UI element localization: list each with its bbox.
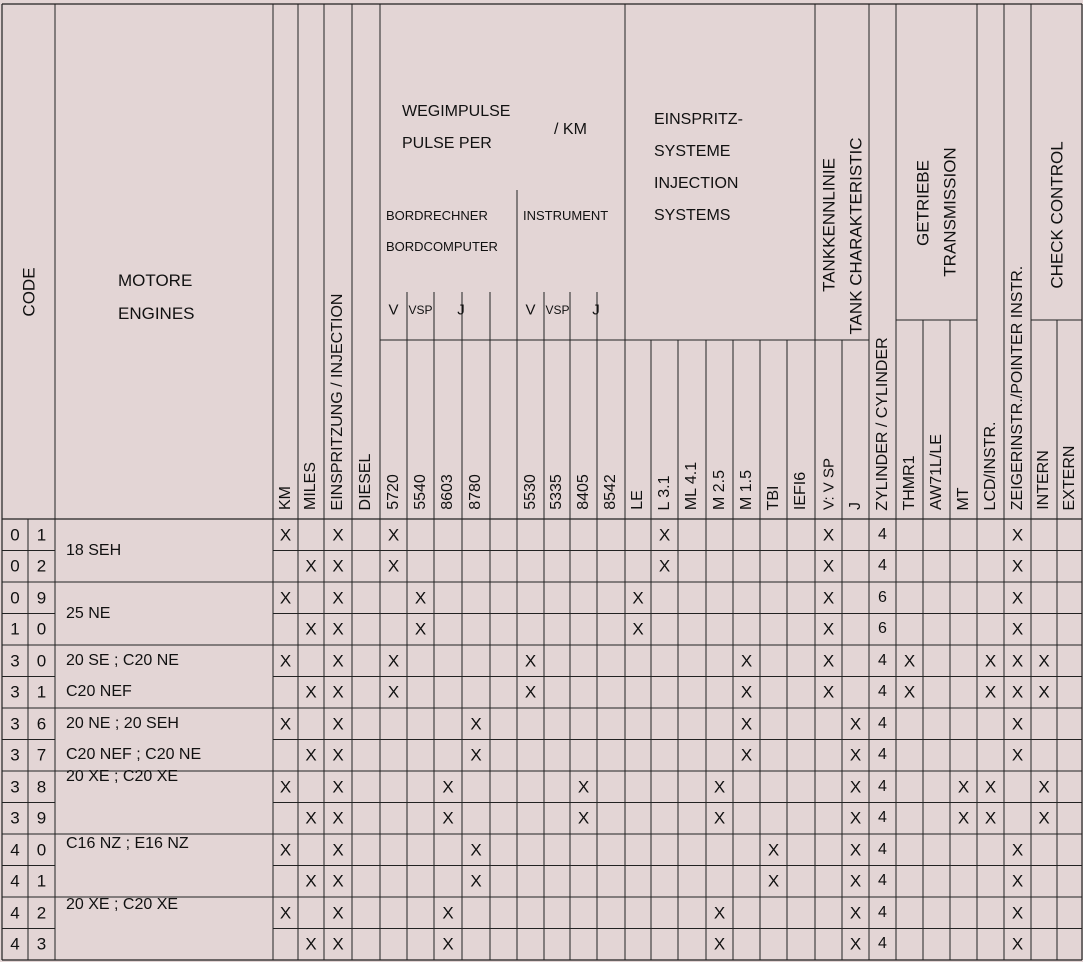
check-mark-b5720: X [387, 525, 400, 545]
lcd-instr-header: LCD/INSTR. [981, 421, 999, 510]
code-digit-2: 2 [36, 556, 47, 576]
inj-system-label: ML 4.1 [683, 461, 700, 511]
code-digit-1: 4 [10, 934, 20, 954]
check-mark-b8780: X [470, 745, 482, 765]
code-digit-1: 1 [10, 619, 20, 639]
code-digit-2: 8 [36, 777, 47, 797]
code-digit-2: 1 [36, 682, 47, 702]
check-mark-zeiger: X [1011, 871, 1024, 891]
check-mark-km: X [279, 525, 292, 545]
check-mark-le: X [632, 619, 644, 639]
check-mark-zeiger: X [1011, 619, 1024, 639]
check-mark-zeiger: X [1011, 840, 1024, 860]
bord-number-label: 5720 [384, 474, 402, 510]
code-digit-2: 9 [36, 588, 47, 608]
cylinder-count: 6 [878, 588, 887, 606]
motore-header: MOTORE [118, 271, 193, 290]
miles-header: MILES [302, 461, 319, 511]
getriebe-header: GETRIEBE [913, 160, 933, 246]
check-mark-lcd: X [984, 682, 997, 702]
bord-number-label: 8603 [439, 474, 456, 510]
code-header: CODE [19, 267, 38, 317]
check-mark-b5720: X [387, 651, 400, 671]
check-mark-miles: X [305, 556, 317, 576]
check-mark-b8780: X [470, 714, 482, 734]
check-mark-m15: X [740, 714, 753, 734]
bordcomputer-header: BORDCOMPUTER [386, 239, 498, 254]
check-mark-b8603: X [442, 808, 454, 828]
check-mark-l31: X [658, 556, 671, 576]
check-mark-tj: X [849, 903, 862, 923]
inj-system-label: LE [629, 490, 646, 510]
engine-name: 20 NE ; 20 SEH [66, 714, 179, 732]
sub-v-label: V [388, 301, 399, 319]
check-mark-zeiger: X [1011, 556, 1024, 576]
code-digit-1: 4 [10, 903, 20, 923]
check-mark-inj: X [332, 651, 344, 671]
code-digit-1: 0 [10, 588, 20, 608]
tank-v-label: V: V SP [820, 458, 837, 510]
check-mark-zeiger: X [1011, 651, 1024, 671]
bord-number-label: 5540 [411, 474, 429, 510]
check-mark-km: X [279, 714, 292, 734]
bordrechner-header: BORDRECHNER [386, 208, 488, 223]
cylinder-count: 4 [878, 903, 887, 921]
code-digit-1: 3 [10, 682, 20, 702]
check-mark-km: X [279, 903, 292, 923]
check-mark-inj: X [332, 745, 344, 765]
engine-name: 18 SEH [66, 541, 122, 559]
instrument-header: INSTRUMENT [523, 208, 609, 223]
check-mark-i5530: X [524, 651, 537, 671]
check-mark-tj: X [849, 808, 862, 828]
engine-name: C20 NEF ; C20 NE [66, 746, 202, 764]
tankkennlinie-header: TANKKENNLINIE [819, 158, 838, 292]
code-digit-2: 1 [36, 525, 47, 545]
cylinder-count: 4 [878, 557, 887, 575]
check-mark-inj: X [332, 871, 344, 891]
cylinder-count: 4 [878, 683, 887, 701]
cylinder-count: 4 [878, 777, 887, 795]
check-mark-b8780: X [470, 871, 482, 891]
check-mark-intern: X [1038, 777, 1050, 797]
transmission-type-label: THMR1 [900, 454, 918, 511]
check-mark-lcd: X [984, 777, 997, 797]
check-mark-lcd: X [984, 651, 997, 671]
check-mark-tj: X [849, 745, 862, 765]
engine-name: 20 SE ; C20 NE [66, 651, 179, 669]
check-mark-zeiger: X [1011, 682, 1024, 702]
code-digit-2: 1 [36, 871, 47, 891]
sub-v-label: V [525, 301, 536, 319]
check-mark-b8603: X [442, 777, 454, 797]
transmission-type-label: AW71L/LE [927, 434, 945, 510]
inj-system-label: M 1.5 [737, 469, 755, 511]
check-mark-intern: X [1038, 808, 1050, 828]
check-mark-inj: X [332, 777, 344, 797]
check-mark-inj: X [332, 619, 344, 639]
check-mark-intern: X [1038, 651, 1050, 671]
code-digit-2: 7 [36, 745, 47, 765]
check-mark-tj: X [849, 714, 862, 734]
code-digit-1: 3 [10, 808, 20, 828]
check-type-label: INTERN [1035, 450, 1052, 510]
cylinder-count: 4 [878, 840, 887, 858]
check-mark-mt: X [957, 808, 970, 828]
code-digit-1: 3 [10, 714, 20, 734]
check-mark-i5530: X [524, 682, 537, 702]
check-mark-i8405: X [577, 808, 590, 828]
injection-header: EINSPRITZUNG / INJECTION [329, 293, 346, 510]
check-mark-b5540: X [414, 619, 427, 639]
engine-name: C20 NEF [66, 683, 132, 701]
cylinder-count: 4 [878, 809, 887, 827]
check-mark-tv: X [822, 682, 835, 702]
engine-name: C16 NZ ; E16 NZ [66, 835, 189, 852]
check-mark-inj: X [332, 588, 344, 608]
check-mark-tj: X [849, 777, 862, 797]
check-mark-tj: X [849, 934, 862, 954]
cylinder-count: 4 [878, 746, 887, 764]
wegimpulse-header: WEGIMPULSE [402, 103, 511, 120]
transmission-type-label: MT [954, 486, 972, 511]
inj-system-label: IEFI6 [792, 471, 809, 511]
code-digit-2: 3 [36, 934, 47, 954]
check-mark-tj: X [849, 840, 862, 860]
check-mark-b8780: X [470, 840, 482, 860]
sub-j-label: J [592, 301, 600, 319]
check-mark-thmr1: X [903, 682, 916, 702]
check-mark-m15: X [740, 682, 753, 702]
check-mark-km: X [279, 777, 292, 797]
km-header: KM [276, 486, 294, 510]
engine-name: 20 XE ; C20 XE [66, 896, 179, 913]
inj-systems-header: SYSTEME [654, 143, 731, 160]
check-mark-tv: X [822, 651, 835, 671]
code-digit-2: 0 [36, 651, 47, 671]
check-mark-tv: X [822, 619, 835, 639]
check-mark-zeiger: X [1011, 525, 1024, 545]
check-mark-inj: X [332, 808, 344, 828]
inj-system-label: TBI [764, 485, 782, 510]
per-km-header: / KM [554, 121, 587, 138]
check-mark-inj: X [332, 840, 344, 860]
inj-system-label: L 3.1 [655, 475, 673, 510]
engine-name: 25 NE [66, 604, 111, 622]
check-mark-miles: X [305, 745, 317, 765]
check-mark-inj: X [332, 714, 344, 734]
check-mark-inj: X [332, 682, 344, 702]
sub-j-label: J [457, 301, 465, 319]
engines-header: ENGINES [118, 304, 195, 323]
zeiger-instr-header: ZEIGERINSTR./POINTER INSTR. [1008, 265, 1026, 511]
check-mark-zeiger: X [1011, 714, 1024, 734]
cylinder-count: 4 [878, 935, 887, 953]
check-mark-miles: X [305, 808, 317, 828]
pulse-per-header: PULSE PER [402, 135, 492, 152]
zylinder-header: ZYLINDER / CYLINDER [873, 336, 891, 511]
bord-number-label: 8780 [467, 474, 484, 510]
code-digit-1: 0 [10, 525, 20, 545]
code-digit-2: 9 [36, 808, 47, 828]
cylinder-count: 6 [878, 620, 887, 638]
check-control-header: CHECK CONTROL [1047, 140, 1067, 289]
inj-systems-header: EINSPRITZ- [654, 111, 743, 128]
check-mark-le: X [632, 588, 644, 608]
instr-number-label: 5530 [521, 474, 539, 510]
code-digit-1: 4 [10, 840, 20, 860]
check-mark-miles: X [305, 619, 317, 639]
check-mark-miles: X [305, 934, 317, 954]
check-mark-m15: X [740, 651, 753, 671]
check-mark-m25: X [713, 934, 726, 954]
instr-number-label: 8405 [574, 474, 592, 510]
code-digit-1: 3 [10, 777, 20, 797]
instr-number-label: 8542 [602, 474, 619, 510]
code-digit-2: 6 [36, 714, 47, 734]
check-mark-zeiger: X [1011, 745, 1024, 765]
code-digit-2: 0 [36, 619, 47, 639]
diesel-header: DIESEL [357, 453, 374, 510]
code-digit-1: 3 [10, 745, 20, 765]
transmission-header: TRANSMISSION [940, 146, 960, 277]
inj-systems-header: SYSTEMS [654, 207, 731, 224]
check-mark-km: X [279, 651, 292, 671]
check-mark-miles: X [305, 682, 317, 702]
code-digit-1: 4 [10, 871, 20, 891]
check-mark-tj: X [849, 871, 862, 891]
check-mark-m25: X [713, 777, 726, 797]
check-mark-tbi: X [767, 871, 780, 891]
check-mark-b8603: X [442, 934, 454, 954]
cylinder-count: 4 [878, 525, 887, 543]
check-mark-tv: X [822, 588, 835, 608]
check-mark-miles: X [305, 871, 317, 891]
check-mark-km: X [279, 588, 292, 608]
check-mark-tv: X [822, 525, 835, 545]
inj-systems-header: INJECTION [654, 175, 739, 192]
engine-name: 20 XE ; C20 XE [66, 768, 179, 785]
code-digit-2: 2 [36, 903, 47, 923]
code-digit-1: 3 [10, 651, 20, 671]
check-mark-km: X [279, 840, 292, 860]
check-mark-b5720: X [387, 556, 400, 576]
check-mark-i8405: X [577, 777, 590, 797]
check-mark-m15: X [740, 745, 753, 765]
check-mark-inj: X [332, 556, 344, 576]
check-mark-b5720: X [387, 682, 400, 702]
cylinder-count: 4 [878, 714, 887, 732]
check-mark-tv: X [822, 556, 835, 576]
check-mark-b8603: X [442, 903, 454, 923]
check-mark-intern: X [1038, 682, 1050, 702]
sub-vsp-label: VSP [545, 303, 570, 317]
check-mark-thmr1: X [903, 651, 916, 671]
sub-vsp-label: VSP [408, 303, 433, 317]
check-mark-inj: X [332, 934, 344, 954]
cylinder-count: 4 [878, 872, 887, 890]
tank-j-label: J [846, 502, 864, 510]
check-type-label: EXTERN [1060, 445, 1078, 510]
check-mark-zeiger: X [1011, 588, 1024, 608]
check-mark-inj: X [332, 525, 344, 545]
code-digit-2: 0 [36, 840, 47, 860]
check-mark-zeiger: X [1011, 934, 1024, 954]
check-mark-m25: X [713, 903, 726, 923]
check-mark-b5540: X [414, 588, 427, 608]
check-mark-m25: X [713, 808, 726, 828]
check-mark-tbi: X [767, 840, 780, 860]
check-mark-zeiger: X [1011, 903, 1024, 923]
code-digit-1: 0 [10, 556, 20, 576]
instr-number-label: 5335 [548, 474, 565, 510]
check-mark-lcd: X [984, 808, 997, 828]
tank-charakteristic-header: TANK CHARAKTERISTIC [846, 136, 865, 335]
check-mark-inj: X [332, 903, 344, 923]
check-mark-mt: X [957, 777, 970, 797]
inj-system-label: M 2.5 [710, 469, 728, 511]
check-mark-l31: X [658, 525, 671, 545]
cylinder-count: 4 [878, 651, 887, 669]
